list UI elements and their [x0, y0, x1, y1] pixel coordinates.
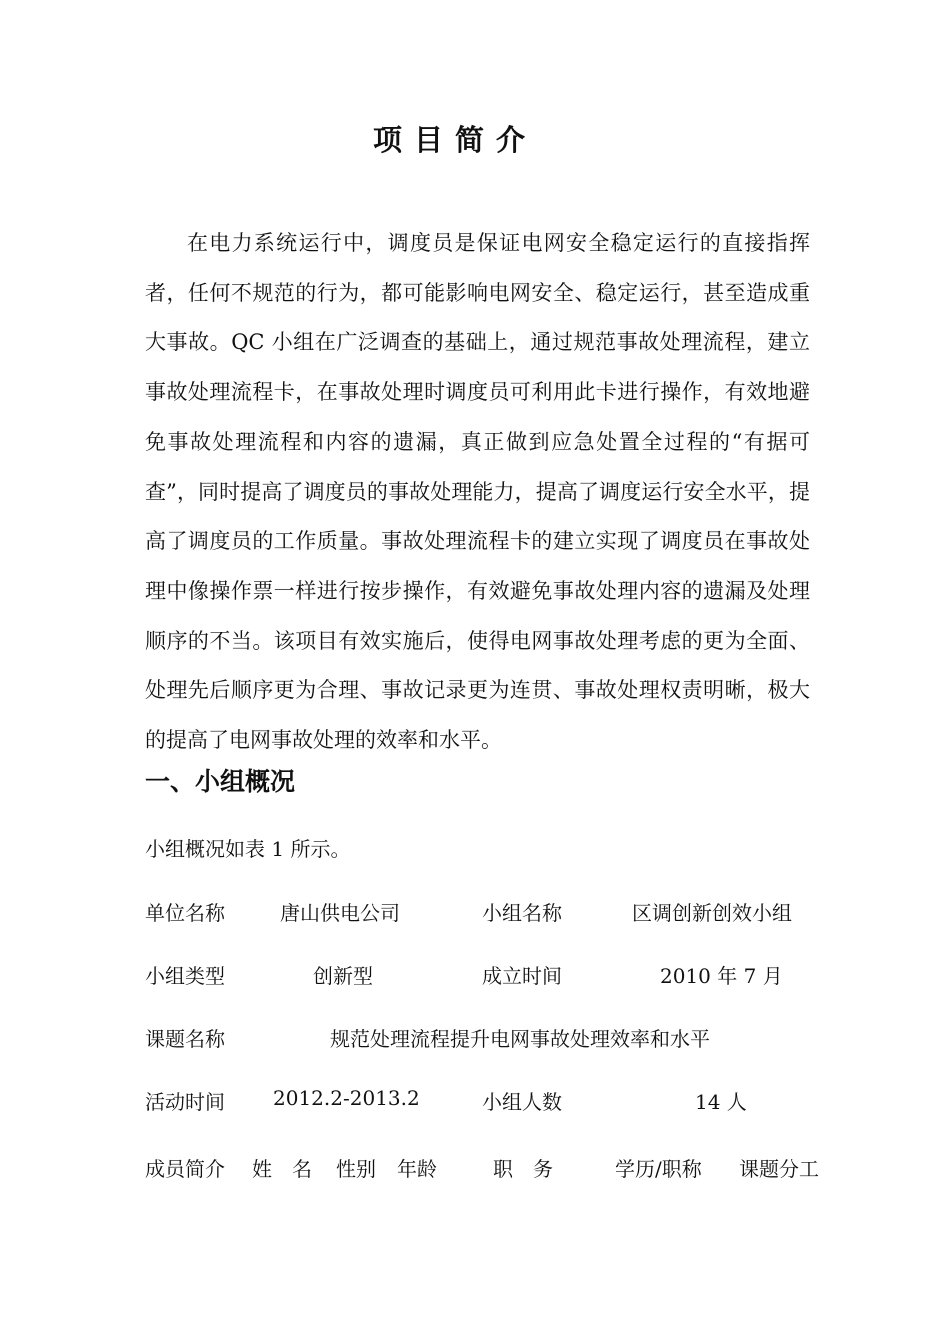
member-col-position: 职 务	[493, 1157, 553, 1181]
table-row-topic	[0, 1023, 950, 1055]
member-col-name: 姓 名	[252, 1157, 312, 1181]
member-col-age: 年龄	[397, 1157, 437, 1181]
table-reference-note: 小组概况如表 1 所示。	[145, 837, 351, 861]
member-col-education: 学历/职称	[615, 1157, 702, 1181]
topic-label: 课题名称	[145, 1027, 225, 1051]
members-count-label: 小组人数	[482, 1090, 562, 1114]
members-label: 成员简介	[145, 1157, 225, 1181]
section-heading-group-overview: 一、小组概况	[145, 767, 296, 796]
member-col-gender: 性别	[336, 1157, 376, 1181]
unit-label: 单位名称	[145, 901, 225, 925]
page-title: 项目简介	[372, 123, 537, 157]
intro-paragraph: 在电力系统运行中，调度员是保证电网安全稳定运行的直接指挥者，任何不规范的行为，都可能影响电网安全、稳定运行，甚至造成重大事故。QC 小组在广泛调查的基础上，通过规范事故处理流程，建立事故处理流程卡，在事故处理时调度员可利用此卡进行操作，有效地避免事故处理流程和内容的遗漏，真正做到应急处置全过程的“有据可查”，同时提高了调度员的事故处理能力，提高了调度运行安全水平，提高了调度员的工作质量。事故处理流程卡的建立实现了调度员在事故处理中像操作票一样进行按步操作，有效避免事故处理内容的遗漏及处理顺序的不当。该项目有效实施后，使得电网事故处理考虑的更为全面、处理先后顺序更为合理、事故记录更为连贯、事故处理权责明晰，极大的提高了电网事故处理的效率和水平。	[145, 231, 810, 753]
period-label: 活动时间	[145, 1090, 225, 1114]
table-row-unit	[0, 897, 950, 929]
intro-paragraph-block	[145, 219, 810, 766]
table-row-members-header	[0, 1153, 950, 1185]
type-label: 小组类型	[145, 964, 225, 988]
table-row-type	[0, 960, 950, 992]
table-row-period	[0, 1086, 950, 1118]
type-value: 创新型	[313, 964, 373, 988]
founded-value: 2010 年 7 月	[660, 964, 783, 988]
topic-value: 规范处理流程提升电网事故处理效率和水平	[330, 1027, 710, 1051]
group-name-value: 区调创新创效小组	[632, 901, 792, 925]
members-count-value: 14 人	[695, 1090, 747, 1114]
member-col-task: 课题分工	[739, 1157, 819, 1181]
founded-label: 成立时间	[482, 964, 562, 988]
unit-value: 唐山供电公司	[280, 901, 400, 925]
group-name-label: 小组名称	[482, 901, 562, 925]
period-value: 2012.2-2013.2	[273, 1086, 420, 1110]
